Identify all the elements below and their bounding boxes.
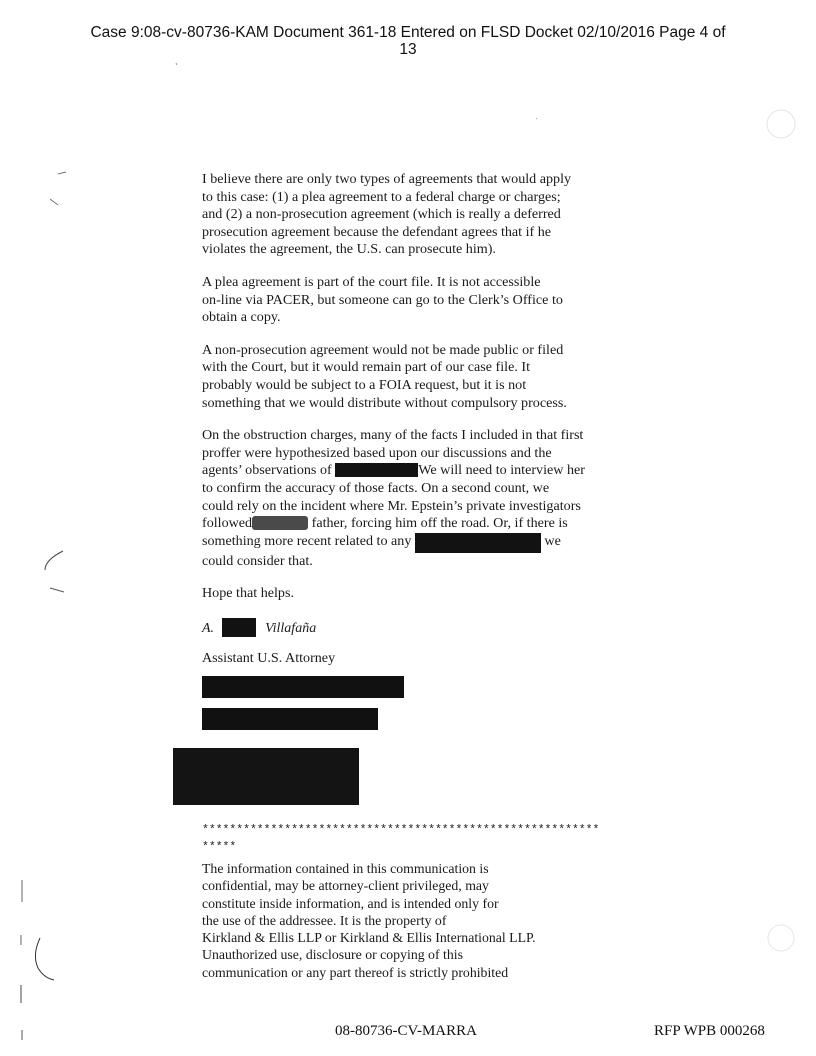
footer-bates-number: RFP WPB 000268 [654,1023,765,1039]
text-line: violates the agreement, the U.S. can prosecute him). [202,241,496,258]
text-line: to confirm the accuracy of those facts. On a second count, we [202,479,550,496]
confidentiality-disclaimer [202,860,562,981]
disclaimer-line: Kirkland & Ellis LLP or Kirkland & Ellis International LLP. [202,930,536,946]
email-body [202,171,622,683]
text-line: and (2) a non-prosecution agreement (which is really a deferred [202,206,561,223]
text-segment: followed [202,515,253,532]
text-line [202,515,622,533]
disclaimer-line: Unauthorized use, disclosure or copying of this [202,947,463,963]
signature-surname: Villafaña [265,620,317,636]
signature-line [202,618,622,638]
redaction-box [222,618,256,637]
paragraph-agreement-types [202,171,622,259]
text-line: A plea agreement is part of the court file. It is not accessible [202,273,541,290]
disclaimer-line: confidential, may be attorney-client privileged, may [202,878,489,894]
text-line: probably would be subject to a FOIA request, but it is not [202,376,527,393]
paragraph-plea-agreement [202,274,622,327]
disclaimer-line: communication or any part thereof is strictly prohibited [202,964,509,980]
signature-initial: A. [202,620,215,636]
disclaimer-line: the use of the addressee. It is the property of [202,912,447,928]
redaction-box [252,516,308,530]
text-line: I believe there are only two types of agreements that would apply [202,171,572,187]
paragraph-non-prosecution [202,342,622,412]
court-filing-header [0,24,816,58]
text-line: proffer were hypothesized based upon our discussions and the [202,444,552,461]
separator-stars [202,822,599,856]
header-line-2: 13 [399,41,417,58]
text-line: on-line via PACER, but someone can go to the Clerk’s Office to [202,291,563,308]
text-segment: we [540,532,561,549]
text-line: obtain a copy. [202,309,281,326]
header-line-1: Case 9:08-cv-80736-KAM Document 361-18 Entered on FLSD Docket 02/10/2016 Page 4 of [90,24,726,41]
text-line [202,533,622,553]
separator-line-2: ***** [202,841,237,854]
redaction-box [415,533,541,553]
text-line: A non-prosecution agreement would not be made public or filed [202,341,564,358]
disclaimer-line: The information contained in this communication is [202,861,489,876]
text-segment: agents’ observations of [202,462,336,479]
paragraph-obstruction [202,427,622,570]
text-segment: something more recent related to any [202,532,415,549]
text-line: On the obstruction charges, many of the facts I included in that first [202,427,584,444]
redaction-box [202,676,404,698]
text-line: something that we would distribute without compulsory process. [202,394,567,411]
text-line: could consider that. [202,552,313,569]
redaction-box [335,463,418,477]
disclaimer-line: constitute inside information, and is intended only for [202,895,499,911]
text-line: with the Court, but it would remain part of our case file. It [202,359,530,376]
text-line [202,462,622,480]
text-line: to this case: (1) a plea agreement to a federal charge or charges; [202,188,561,205]
text-segment: We will need to interview her [418,462,585,479]
text-segment: father, forcing him off the road. Or, if there is [308,515,568,532]
separator-line-1: ********************************************************** [202,824,600,837]
closing-line: Hope that helps. [202,585,294,602]
text-line: prosecution agreement because the defendant agrees that if he [202,223,552,240]
signer-title: Assistant U.S. Attorney [202,650,336,667]
text-line: could rely on the incident where Mr. Epstein’s private investigators [202,497,581,514]
footer-case-number: 08-80736-CV-MARRA [335,1023,477,1039]
redaction-box [202,708,378,730]
redaction-box [173,748,359,805]
